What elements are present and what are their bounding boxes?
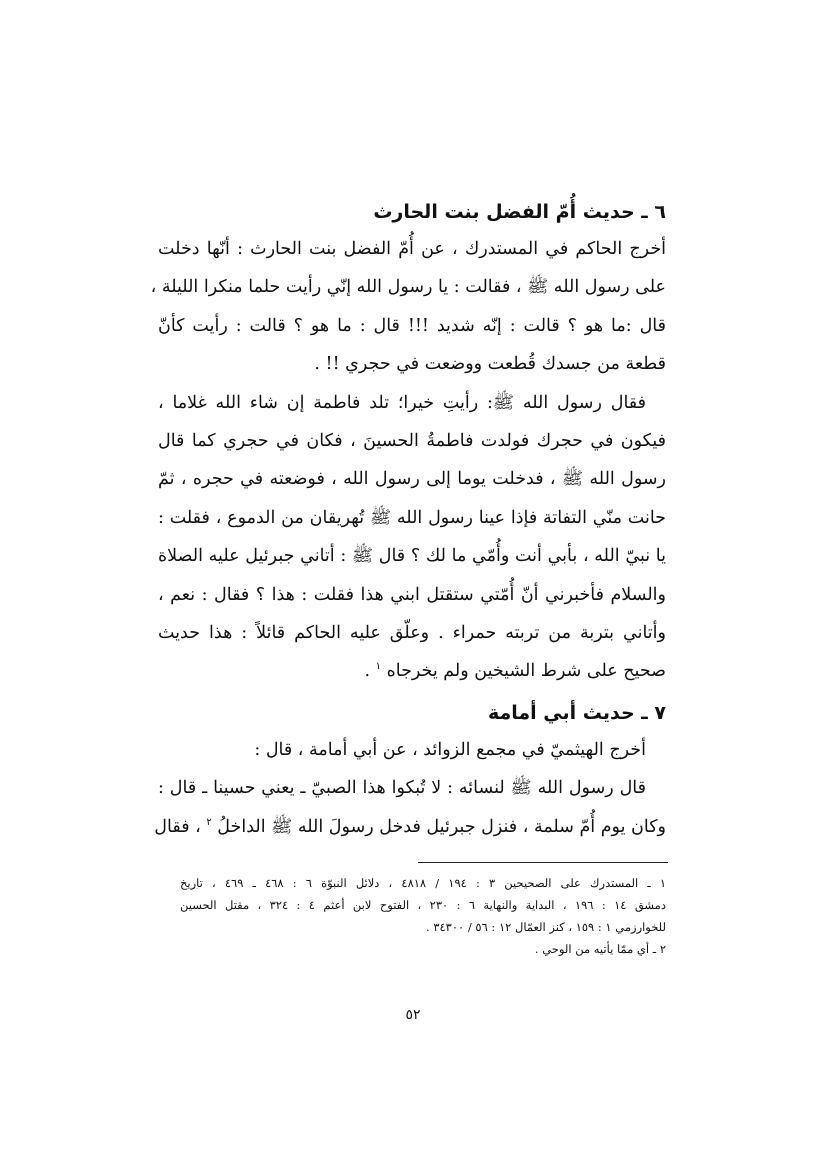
text-line: قال :ما هو ؟ قالت : إنّه شديد !!! قال : ما هو ؟ قالت : رأيت كأنّ [158, 315, 666, 336]
section-6-paragraph-1 [150, 230, 666, 384]
text-line: على رسول الله ﷺ ، فقالت : يا رسول الله إنّي رأيت حلما منكرا الليلة ، [150, 277, 666, 298]
footnote-ref-1[interactable]: ١ [375, 661, 381, 673]
text-line: حانت منّي التفاتة فإذا عينا رسول الله ﷺ تُهريقان من الدموع ، فقلت : [158, 507, 666, 528]
footnote-line: ٢ ـ أي ممّا يأتيه من الوحي . [534, 942, 666, 956]
footnote-line: دمشق ١٤ : ١٩٦ ، البداية والنهاية ٦ : ٢٣٠ ، الفتوح لابن أعثم ٤ : ٣٢٤ ، مقتل الحسين [180, 898, 666, 912]
text-line: رسول الله ﷺ ، فدخلت يوما إلى رسول الله ، فوضعته في حجره ، ثمّ [158, 469, 666, 490]
section-7-paragraph-1 [158, 731, 666, 769]
text-fragment: . [364, 661, 376, 682]
text-line: وأتاني بتربة من تربته حمراء . وعلّق عليه الحاكم قائلاً : هذا حديث [158, 623, 666, 644]
text-line: فقال رسول الله ﷺ: رأيتِ خيرا؛ تلد فاطمة إن شاء الله غلاما ، [158, 392, 646, 413]
text-fragment: صحيح على شرط الشيخين ولم يخرجاه [386, 661, 666, 682]
footnote-line: ١ ـ المستدرك على الصحيحين ٣ : ١٩٤ / ٤٨١٨ ، دلائل النبوّة ٦ : ٤٦٨ ـ ٤٦٩ ، تاريخ [180, 876, 667, 890]
text-line: أخرج الحاكم في المستدرك ، عن أُمّ الفضل بنت الحارث : أنّها دخلت [158, 239, 666, 259]
text-line: والسلام فأخبرني أنّ أُمّتي ستقتل ابني هذا فقلت : هذا ؟ فقال : نعم ، [158, 584, 666, 605]
text-line: يا نبيّ الله ، بأبي أنت وأُمّي ما لك ؟ قال ﷺ : أتاني جبرئيل عليه الصلاة [158, 546, 666, 567]
text-line [154, 808, 666, 846]
footnote-line: للخوارزمي ١ : ١٥٩ ، كنز العمّال ١٢ : ٥٦ / ٣٤٣٠٠ . [426, 920, 666, 934]
section-7-paragraph-2 [154, 769, 666, 846]
text-fragment: وكان يوم أُمّ سلمة ، فنزل جبرئيل فدخل رسولَ الله ﷺ الداخلُ [217, 816, 666, 837]
text-fragment: ، فقال [154, 816, 207, 837]
footnote-ref-2[interactable]: ٢ [206, 816, 212, 828]
text-line: أخرج الهيثميّ في مجمع الزوائد ، عن أبي أمامة ، قال : [254, 739, 646, 760]
section-6-heading: ٦ ـ حديث أُمّ الفضل بنت الحارث [373, 201, 666, 223]
text-line: قال رسول الله ﷺ لنسائه : لا تُبكوا هذا الصبيّ ـ يعني حسينا ـ قال : [158, 778, 646, 799]
text-line [158, 652, 666, 690]
page-number: ٥٢ [405, 1007, 421, 1023]
text-line: فيكون في حجرك فولدت فاطمةُ الحسينَ ، فكان في حجري كما قال [158, 431, 666, 452]
section-6-paragraph-2 [158, 384, 666, 691]
section-7-heading: ٧ ـ حديث أبي أمامة [487, 701, 666, 724]
footnotes [180, 872, 666, 960]
page-body [150, 198, 666, 846]
text-line: قطعة من جسدك قُطعت ووضعت في حجري !! . [314, 354, 666, 375]
footnote-divider [418, 862, 668, 863]
